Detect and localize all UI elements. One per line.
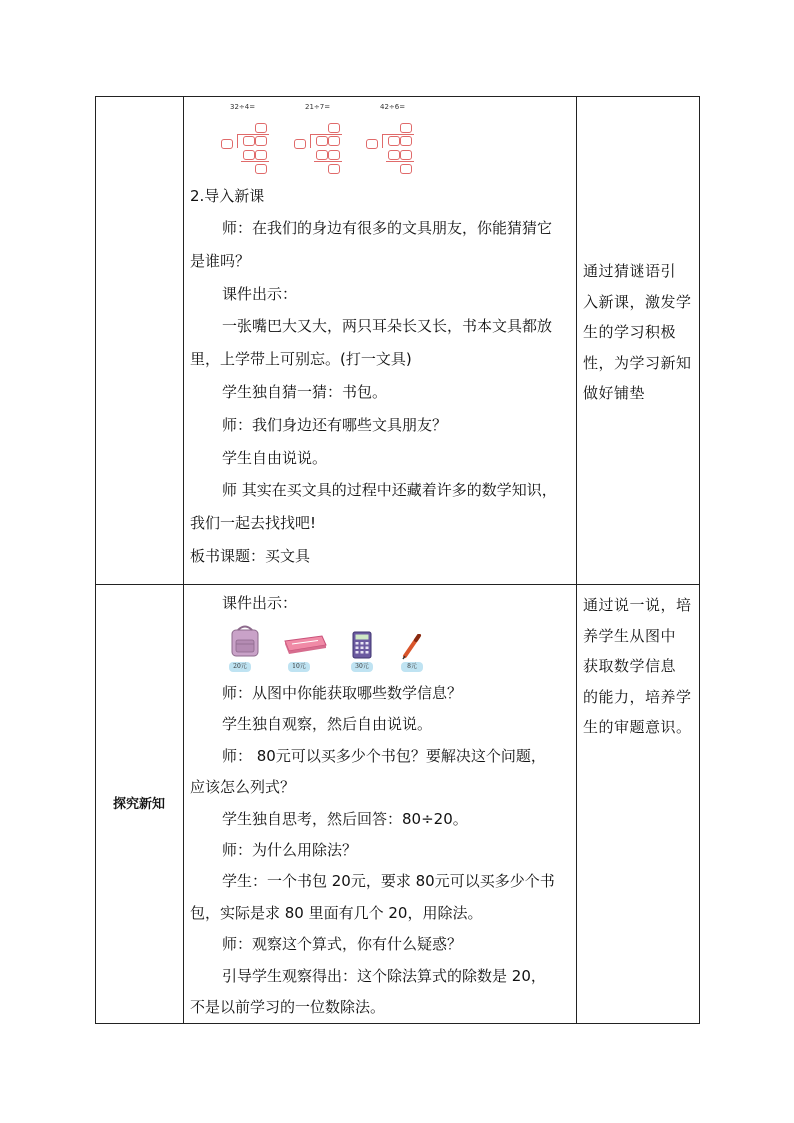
digit-box [316, 136, 328, 146]
digit-box [400, 136, 412, 146]
equation-2: 21÷7= [305, 103, 331, 111]
text-line: 学生独自观察，然后自由说说。 [222, 715, 433, 734]
pencil-case-price: 10元 [288, 662, 310, 672]
division-bracket [310, 134, 311, 148]
digit-box [255, 164, 267, 174]
table-col-divider-2 [576, 96, 577, 1024]
equation-3: 42÷6= [380, 103, 406, 111]
digit-box [400, 150, 412, 160]
text-line: 我们一起去找找吧! [190, 514, 317, 533]
digit-box [328, 123, 340, 133]
division-bar [382, 134, 414, 135]
text-line: 师：从图中你能获取哪些数学信息？ [222, 684, 463, 702]
text-line: 学生：一个书包 20元，要求 80元可以买多少个书 [222, 872, 555, 891]
text-line: 板书课题：买文具 [190, 547, 311, 565]
subtraction-line [386, 161, 414, 162]
table-border-left [95, 96, 96, 1024]
division-bracket [382, 134, 383, 148]
digit-box [328, 150, 340, 160]
note-line: 性，为学习新知 [583, 353, 692, 372]
note-line: 养学生从图中 [583, 626, 677, 645]
note-line: 生的审题意识。 [583, 718, 692, 736]
pencil-case-icon [282, 633, 328, 655]
digit-box [366, 139, 378, 149]
text-line: 学生自由说说。 [222, 448, 328, 467]
digit-box [328, 164, 340, 174]
digit-box [221, 139, 233, 149]
intro-line: 课件出示： [222, 594, 298, 612]
digit-box [388, 136, 400, 146]
pen-icon [400, 634, 422, 660]
schoolbag-icon [228, 624, 262, 658]
text-line: 师：为什么用除法？ [222, 841, 358, 859]
subtraction-line [241, 161, 269, 162]
note-line: 的能力，培养学 [583, 687, 692, 706]
text-line: 包，实际是求 80 里面有几个 20，用除法。 [190, 903, 483, 922]
subtraction-line [314, 161, 342, 162]
schoolbag-price: 20元 [229, 662, 251, 672]
text-line: 师：观察这个算式，你有什么疑惑？ [222, 935, 463, 954]
digit-box [255, 136, 267, 146]
text-line: 学生独自猜一猜：书包。 [222, 383, 388, 401]
text-line: 课件出示： [222, 284, 298, 303]
table-row-divider [95, 584, 700, 585]
text-line: 里，上学带上可别忘。(打一文具) [190, 350, 412, 369]
digit-box [255, 150, 267, 160]
text-line: 是谁吗？ [190, 251, 251, 270]
table-border-bottom [95, 1023, 700, 1024]
digit-box [243, 136, 255, 146]
note-line: 入新课，激发学 [583, 292, 692, 311]
digit-box [400, 123, 412, 133]
text-line: 学生独自思考，然后回答：80÷20。 [222, 809, 468, 828]
note-line: 获取数学信息 [583, 657, 677, 675]
text-line: 师 其实在买文具的过程中还藏着许多的数学知识， [222, 481, 557, 500]
digit-box [400, 164, 412, 174]
table-border-right [699, 96, 700, 1024]
division-bar [310, 134, 342, 135]
note-line: 生的学习积极 [583, 323, 677, 341]
text-line: 师： 80元可以买多少个书包？要解决这个问题， [222, 746, 546, 765]
note-line: 通过说一说，培 [583, 596, 692, 614]
text-line: 师：在我们的身边有很多的文具朋友，你能猜猜它 [222, 219, 553, 237]
table-col-divider-1 [183, 96, 184, 1024]
division-bracket [237, 134, 238, 148]
equation-1: 32÷4= [230, 103, 256, 111]
digit-box [294, 139, 306, 149]
row-label: 探究新知 [112, 797, 165, 812]
table-border-top [95, 96, 700, 97]
text-line: 引导学生观察得出：这个除法算式的除数是 20， [222, 966, 546, 985]
calculator-icon [352, 631, 372, 659]
digit-box [243, 150, 255, 160]
text-line: 师：我们身边还有哪些文具朋友？ [222, 415, 448, 434]
text-line: 一张嘴巴大又大，两只耳朵长又长，书本文具都放 [222, 317, 553, 336]
section-heading: 2.导入新课 [190, 187, 265, 205]
text-line: 应该怎么列式？ [190, 778, 296, 797]
digit-box [255, 123, 267, 133]
division-bar [237, 134, 269, 135]
text-line: 不是以前学习的一位数除法。 [190, 998, 386, 1016]
note-line: 做好铺垫 [583, 384, 646, 402]
note-line: 通过猜谜语引 [583, 262, 677, 280]
digit-box [316, 150, 328, 160]
calculator-price: 30元 [351, 662, 373, 672]
digit-box [328, 136, 340, 146]
pen-price: 8元 [401, 662, 423, 672]
digit-box [388, 150, 400, 160]
